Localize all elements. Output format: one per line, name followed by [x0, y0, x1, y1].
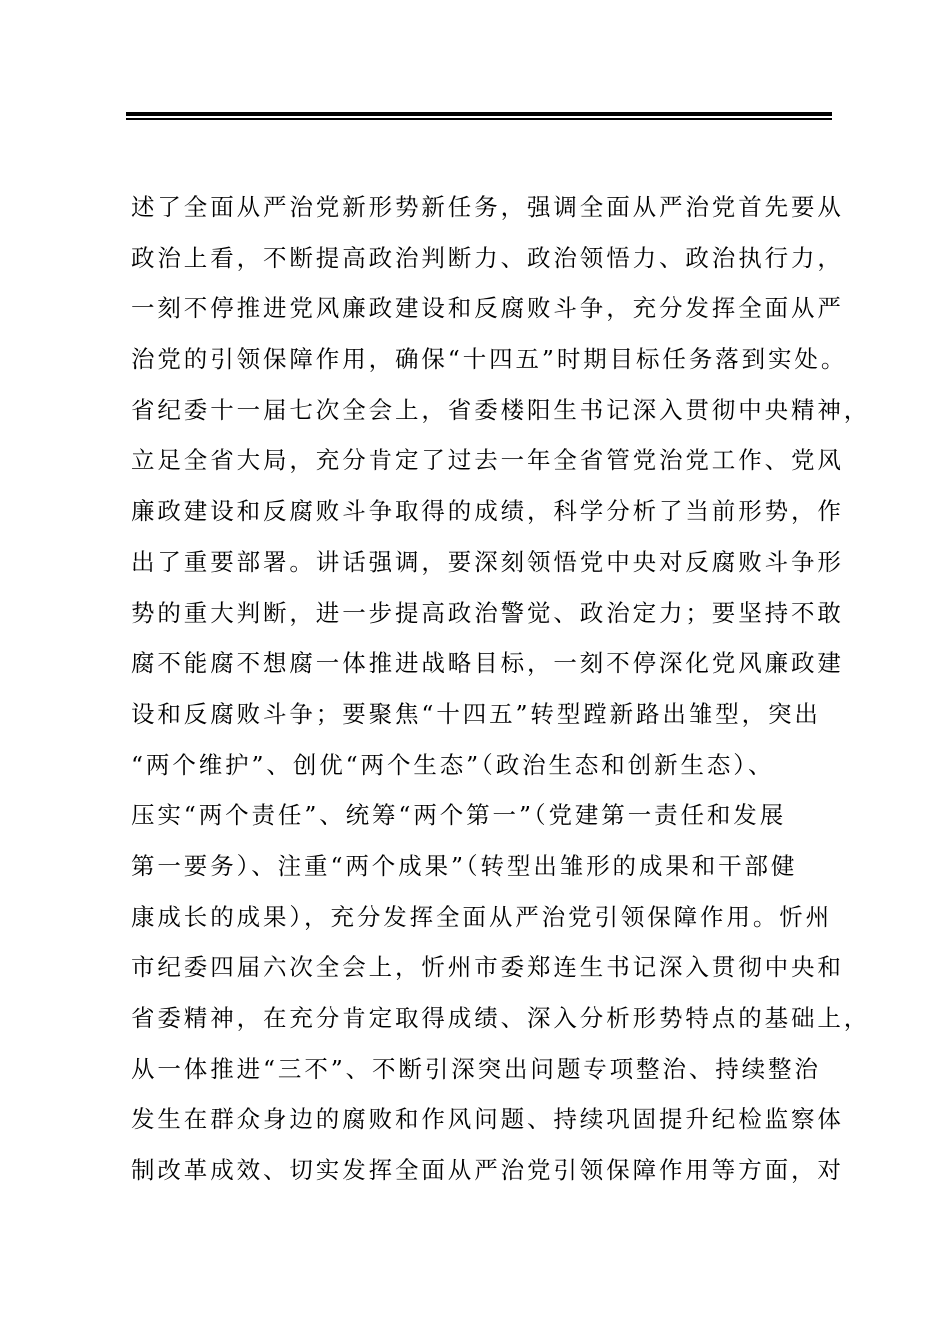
- text-line: 腐不能腐不想腐一体推进战略目标，一刻不停深化党风廉政建: [131, 649, 844, 678]
- text-line: “两个维护”、创优“两个生态”（政治生态和创新生态）、: [131, 750, 775, 779]
- text-line: 述了全面从严治党新形势新任务，强调全面从严治党首先要从: [131, 193, 844, 221]
- text-line: 一刻不停推进党风廉政建设和反腐败斗争，充分发挥全面从严: [131, 294, 844, 323]
- text-line: 设和反腐败斗争；要聚焦“十四五”转型蹚新路出雏型，突出: [131, 699, 821, 728]
- text-line: 康成长的成果），充分发挥全面从严治党引领保障作用。忻州: [131, 902, 833, 931]
- header-double-rule: [126, 112, 832, 120]
- text-line: 势的重大判断，进一步提高政治警觉、政治定力；要坚持不敢: [131, 598, 844, 627]
- body-paragraph: [131, 182, 871, 1196]
- text-line: 发生在群众身边的腐败和作风问题、持续巩固提升纪检监察体: [131, 1105, 844, 1134]
- text-line: 廉政建设和反腐败斗争取得的成绩，科学分析了当前形势，作: [131, 497, 844, 526]
- header-rule-thick: [126, 112, 832, 116]
- text-line: 政治上看，不断提高政治判断力、政治领悟力、政治执行力，: [131, 243, 844, 272]
- text-line: 出了重要部署。讲话强调，要深刻领悟党中央对反腐败斗争形: [131, 547, 844, 576]
- text-line: 压实“两个责任”、统筹“两个第一”（党建第一责任和发展: [131, 801, 787, 830]
- text-line: 省纪委十一届七次全会上，省委楼阳生书记深入贯彻中央精神，: [131, 395, 871, 424]
- text-line: 从一体推进“三不”、不断引深突出问题专项整治、持续整治: [131, 1054, 821, 1083]
- text-line: 第一要务）、注重“两个成果”（转型出雏形的成果和干部健: [131, 851, 798, 880]
- text-line: 省委精神，在充分肯定取得成绩、深入分析形势特点的基础上，: [131, 1004, 871, 1032]
- text-line: 制改革成效、切实发挥全面从严治党引领保障作用等方面，对: [131, 1156, 844, 1185]
- header-rule-thin: [126, 118, 832, 120]
- text-line: 立足全省大局，充分肯定了过去一年全省管党治党工作、党风: [131, 446, 844, 475]
- text-line: 治党的引领保障作用，确保“十四五”时期目标任务落到实处。: [131, 345, 848, 374]
- text-line: 市纪委四届六次全会上，忻州市委郑连生书记深入贯彻中央和: [131, 953, 844, 982]
